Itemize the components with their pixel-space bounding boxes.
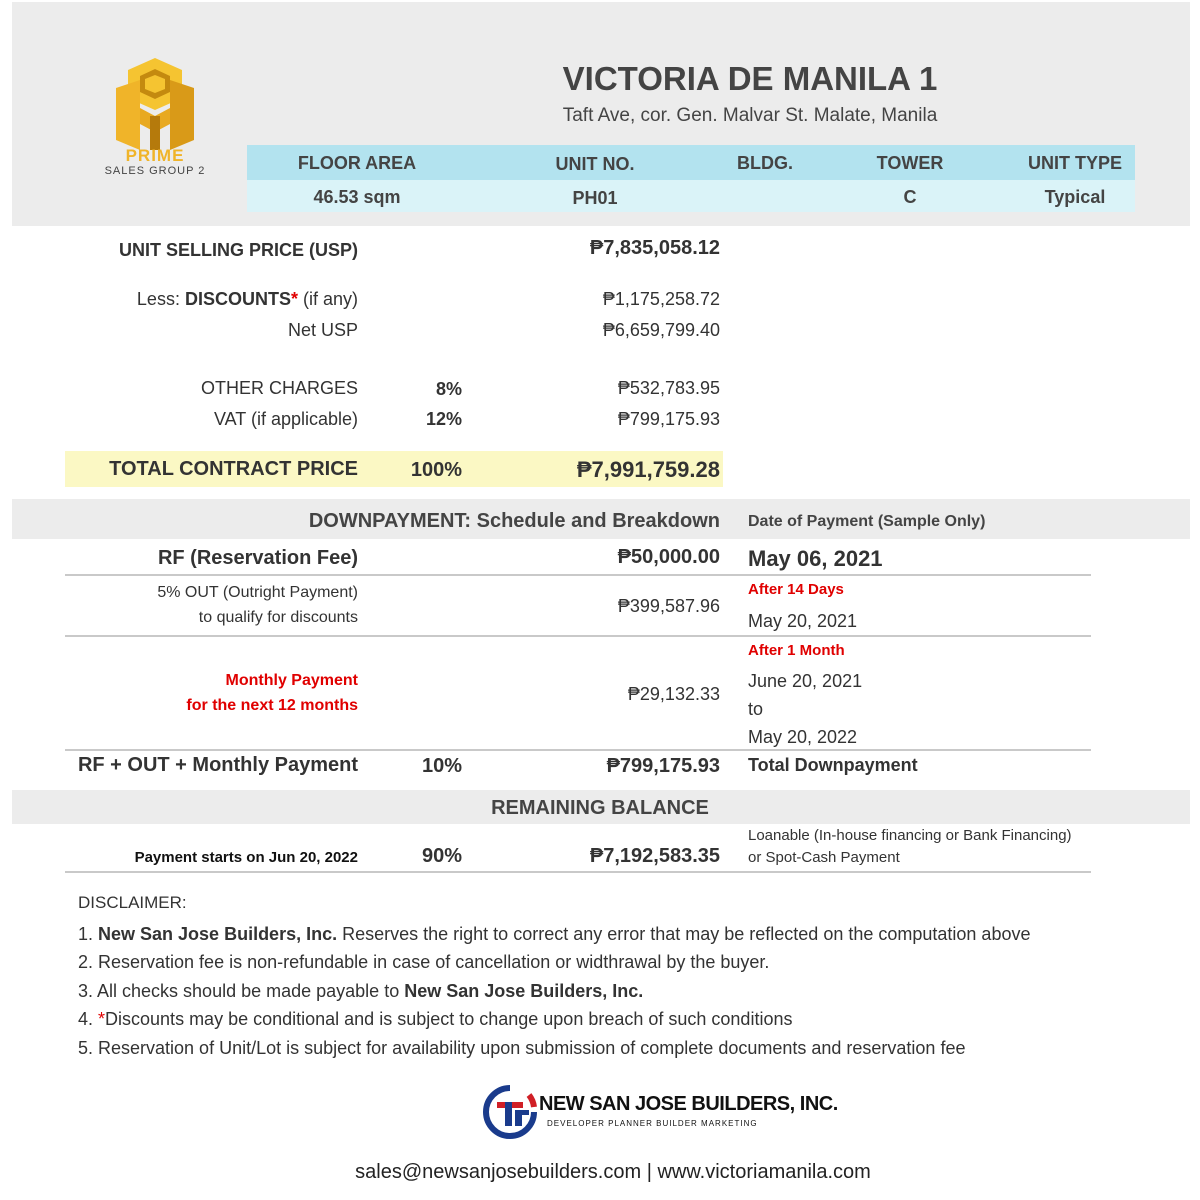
discount-asterisk: * (290, 289, 298, 309)
other-charges-value: ₱532,783.95 (617, 378, 720, 398)
value-unit-no: PH01 (572, 188, 618, 208)
item-text: Reserves the right to correct any error that may be reflected on the computation above (337, 924, 1031, 944)
disclaimer-item-2: 2. Reservation fee is non-refundable in case of cancellation or widthrawal by the buyer. (78, 952, 770, 972)
item-text: Discounts may be conditional and is subject to change upon breach of such conditions (105, 1009, 793, 1029)
company-name: New San Jose Builders, Inc. (98, 924, 338, 944)
usp-label: UNIT SELLING PRICE (USP) (118, 240, 358, 260)
prime-logo-icon (90, 58, 220, 153)
divider (65, 871, 1091, 873)
page-title: VICTORIA DE MANILA 1 (562, 60, 938, 97)
divider (65, 574, 1091, 576)
other-charges-label: OTHER CHARGES (200, 378, 358, 398)
item-number: 1. (78, 924, 99, 944)
disclaimer-item-5: 5. Reservation of Unit/Lot is subject for availability upon submission of complete documents and reservation fee (78, 1038, 966, 1058)
rf-label: RF (Reservation Fee) (157, 547, 358, 569)
out-after-text: After 14 Days (748, 581, 844, 598)
project-address: Taft Ave, cor. Gen. Malvar St. Malate, Manila (562, 105, 938, 126)
remaining-pct: 90% (421, 845, 462, 867)
tcp-pct: 100% (410, 459, 462, 481)
remaining-note-2: or Spot-Cash Payment (748, 849, 900, 866)
divider (65, 749, 1091, 751)
tcp-label: TOTAL CONTRACT PRICE (109, 458, 358, 480)
monthly-label-1: Monthly Payment (225, 672, 358, 689)
disclaimer-item-3 (78, 981, 643, 1002)
header-unit-no: UNIT NO. (555, 154, 635, 174)
header-bldg: BLDG. (737, 153, 793, 173)
disclaimer-item-1 (78, 924, 1030, 945)
out-label-1: 5% OUT (Outright Payment) (157, 584, 358, 601)
footer-contact: sales@newsanjosebuilders.com | www.victoriamanila.com (355, 1161, 871, 1183)
monthly-date-to: May 20, 2022 (748, 727, 858, 747)
disclaimer-title: DISCLAIMER: (78, 893, 187, 912)
item-number: 4. (78, 1009, 99, 1029)
logo-group-text: SALES GROUP 2 (104, 165, 206, 177)
out-date: May 20, 2021 (748, 611, 858, 631)
developer-logo (483, 1083, 838, 1143)
rf-date: May 06, 2021 (748, 546, 883, 571)
value-tower: C (903, 187, 917, 207)
discounts-label (60, 289, 358, 310)
logo-prime-text: PRIME (125, 146, 185, 165)
vat-pct: 12% (425, 409, 462, 429)
developer-tagline: DEVELOPER PLANNER BUILDER MARKETING (547, 1119, 758, 1128)
net-usp-label: Net USP (287, 320, 358, 340)
vat-label: VAT (if applicable) (213, 409, 358, 429)
monthly-value: ₱29,132.33 (627, 684, 720, 704)
discount-value: ₱1,175,258.72 (602, 289, 720, 309)
rf-value: ₱50,000.00 (617, 546, 720, 568)
remaining-start-label: Payment starts on Jun 20, 2022 (134, 849, 358, 866)
monthly-to: to (748, 699, 764, 719)
dp-total-note: Total Downpayment (748, 755, 918, 775)
less-text: Less: (136, 289, 185, 309)
disclaimer-item-4 (78, 1009, 792, 1030)
dp-total-label: RF + OUT + Monthly Payment (77, 754, 358, 776)
vat-value: ₱799,175.93 (617, 409, 720, 429)
developer-name: NEW SAN JOSE BUILDERS, INC. (539, 1093, 838, 1115)
out-label-2: to qualify for discounts (198, 609, 358, 626)
header-tower: TOWER (876, 153, 944, 173)
net-usp-value: ₱6,659,799.40 (602, 320, 720, 340)
nsjb-logo-icon (483, 1085, 537, 1139)
item-text: 3. All checks should be made payable to (78, 981, 405, 1001)
discount-asterisk: * (98, 1009, 106, 1029)
remaining-value: ₱7,192,583.35 (589, 845, 720, 867)
company-name: New San Jose Builders, Inc. (404, 981, 644, 1001)
monthly-label-2: for the next 12 months (186, 697, 358, 714)
date-of-payment-header: Date of Payment (Sample Only) (748, 513, 986, 530)
prime-sales-logo (90, 58, 220, 183)
discounts-text: DISCOUNTS (184, 289, 291, 309)
downpayment-header: DOWNPAYMENT: Schedule and Breakdown (308, 510, 720, 532)
usp-value: ₱7,835,058.12 (589, 237, 720, 259)
out-value: ₱399,587.96 (617, 596, 720, 616)
remaining-note-1: Loanable (In-house financing or Bank Financing) (748, 827, 1072, 844)
divider (65, 635, 1091, 637)
if-any-text: (if any) (297, 289, 358, 309)
value-floor-area: 46.53 sqm (313, 187, 401, 207)
monthly-after-text: After 1 Month (748, 642, 845, 659)
dp-total-pct: 10% (421, 755, 462, 777)
other-charges-pct: 8% (435, 379, 462, 399)
tcp-value: ₱7,991,759.28 (576, 457, 720, 482)
header-floor-area: FLOOR AREA (297, 153, 417, 173)
value-unit-type: Typical (1044, 187, 1106, 207)
remaining-header: REMAINING BALANCE (491, 797, 709, 819)
header-unit-type: UNIT TYPE (1027, 153, 1122, 173)
monthly-date-from: June 20, 2021 (748, 671, 863, 691)
dp-total-value: ₱799,175.93 (606, 755, 720, 777)
